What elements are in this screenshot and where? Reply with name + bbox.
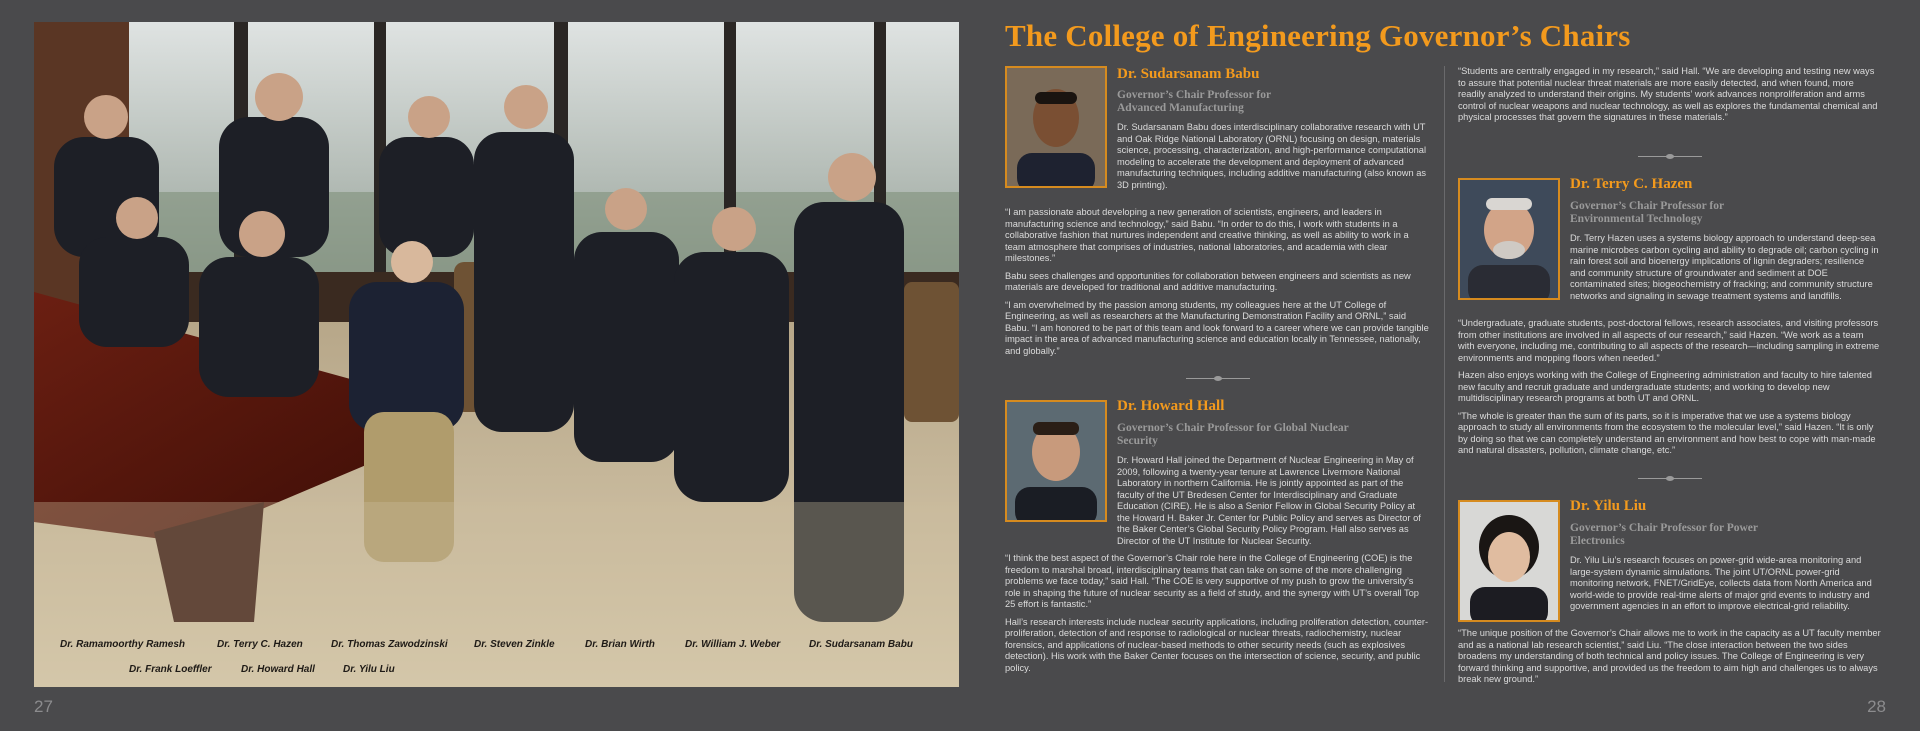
bio-liu-body — [1458, 628, 1882, 692]
page-number-left: 27 — [34, 697, 53, 716]
role-babu: Governor’s Chair Professor for Advanced Manufacturing — [1117, 89, 1271, 114]
bio-hall-body — [1005, 455, 1429, 680]
portrait-liu — [1458, 500, 1560, 622]
caption-zawodzinski: Dr. Thomas Zawodzinski — [331, 639, 448, 650]
role-hazen: Governor’s Chair Professor for Environmental Technology — [1570, 200, 1724, 225]
bio-hall-p2: “I think the best aspect of the Governor’s Chair role here in the College of Engineering (COE) is the freedom to marshal broad, interdisciplinary teams that can take on some of the more challenging problems we face today,” said Hall. “The COE is very supportive of my push to grow the university’s role in shaping the future of nuclear security as a field of study, and the synergy with UT’s overall Top 25 effort is fantastic.” — [1005, 553, 1419, 609]
section-divider-2 — [1638, 152, 1702, 160]
column-divider — [1444, 66, 1445, 682]
bio-hall-p3: Hall’s research interests include nuclear security applications, including proliferation detection, counter-proliferation, detection of and response to radiological or nuclear threats, radiochemistry, nuclear forensics, and applications of nuclear-based methods to other security needs (such as explosives detection). His work with the Baker Center focuses on the intersection of science, security, and public policy. — [1005, 616, 1429, 673]
caption-hall: Dr. Howard Hall — [241, 664, 315, 675]
name-hazen: Dr. Terry C. Hazen — [1570, 176, 1693, 192]
group-photo — [34, 22, 959, 687]
name-liu: Dr. Yilu Liu — [1570, 498, 1647, 514]
caption-wirth: Dr. Brian Wirth — [585, 639, 655, 650]
bio-babu-p4: “I am overwhelmed by the passion among students, my colleagues here at the UT College of Engineering, as well as researchers at the Manufacturing Demonstration Facility and ORNL,” said Babu. “I am honored to be part of this team and look forward to a career where we can provide tangible impact in the area of advanced manufacturing science and education locally in Tennessee, nationally, and globally.” — [1005, 299, 1429, 356]
portrait-babu-image — [1007, 68, 1105, 186]
caption-hazen: Dr. Terry C. Hazen — [217, 639, 303, 650]
bio-hazen-p4: “The whole is greater than the sum of its parts, so it is imperative that we use a systems biology approach to study all environments from the ecosystem to the molecular level,” said Hazen. “It is only by doing so that we can completely understand an environment and how best to cope with man-made and natural disasters, pollution, climate change, etc.” — [1458, 410, 1876, 455]
portrait-babu — [1005, 66, 1107, 188]
portrait-hazen — [1458, 178, 1560, 300]
role-hall: Governor’s Chair Professor for Global Nuclear Security — [1117, 422, 1349, 447]
bio-liu-intro: Dr. Yilu Liu’s research focuses on power-grid wide-area monitoring and large-system dynamic simulations. The joint UT/ORNL power-grid monitoring network, FNET/GridEye, collects data from North America and world-wide to provide real-time alerts of major grid events to industry and government agencies in an effort to improve electrical-grid reliability. — [1570, 555, 1872, 611]
bio-hall-continued — [1458, 66, 1882, 130]
portrait-liu-image — [1460, 502, 1558, 620]
caption-loeffler: Dr. Frank Loeffler — [129, 664, 212, 675]
bio-babu-body — [1005, 207, 1429, 363]
section-divider-3 — [1638, 474, 1702, 482]
page-number-right: 28 — [1867, 697, 1886, 716]
bio-liu-p2: “The unique position of the Governor’s Chair allows me to work in the capacity as a UT faculty member and as a national lab research scientist,” said Liu. “The close interaction between the two sides broadens my understanding of both technical and policy issues. The College of Engineering is very forward thinking and supportive, and provided us the freedom to aim high and challenges us to always break new ground.” — [1458, 628, 1881, 684]
role-liu: Governor’s Chair Professor for Power Electronics — [1570, 522, 1758, 547]
bio-hall-p1: Dr. Howard Hall joined the Department of Nuclear Engineering in May of 2009, following a twenty-year tenure at Lawrence Livermore National Laboratory in northern California. He is jointly appointed as part of the faculty of the UT Bredesen Center for Interdisciplinary and Graduate Education (CIRE). He is also a Senior Fellow in Global Security Policy at the Howard H. Baker Jr. Center for Public Policy and serves as Director of the Baker Center’s Global Security Policy Program. Hall also serves as Director of the UT Institute for Nuclear Security. — [1117, 455, 1421, 546]
caption-babu: Dr. Sudarsanam Babu — [809, 639, 913, 650]
bio-babu-intro: Dr. Sudarsanam Babu does interdisciplinary collaborative research with UT and Oak Ridge National Laboratory (ORNL) focusing on design, materials science, processing, characterization, and high-performance computational modeling to accelerate the development and deployment of advanced manufacturing techniques, including additive manufacturing (also known as 3D printing). — [1117, 122, 1427, 190]
name-babu: Dr. Sudarsanam Babu — [1117, 66, 1260, 82]
group-photo-illustration — [34, 22, 959, 687]
page-title: The College of Engineering Governor’s Chairs — [1005, 18, 1631, 53]
caption-liu: Dr. Yilu Liu — [343, 664, 395, 675]
bio-hazen-p2: “Undergraduate, graduate students, post-doctoral fellows, research associates, and visiting professors from other institutions are involved in all aspects of our research,” said Hazen. “We work as a team with everyone, including me, contributing to all aspects of the research—including sampling in extreme environments and mopping floors when needed.” — [1458, 318, 1880, 363]
portrait-hazen-image — [1460, 180, 1558, 298]
name-hall: Dr. Howard Hall — [1117, 398, 1225, 414]
bio-babu-p3: Babu sees challenges and opportunities for collaboration between engineers and scientists as new materials are developed for traditional and additive manufacturing. — [1005, 270, 1411, 292]
caption-zinkle: Dr. Steven Zinkle — [474, 639, 555, 650]
bio-hazen-body — [1458, 318, 1882, 463]
bio-hall-p4: “Students are centrally engaged in my research,” said Hall. “We are developing and testing new ways to assure that potential nuclear threat materials are more easily detected, and when found, more readily analyzed to understand their origins. My students’ work advances nonproliferation and arms control of nuclear weapons and nuclear technology, as well as explores the fundamental chemical and physical processes that govern the signatures in these materials.” — [1458, 66, 1878, 122]
section-divider — [1186, 374, 1250, 382]
bio-hazen-p3: Hazen also enjoys working with the College of Engineering administration and faculty to hire talented new faculty and recruit graduate and undergraduate students; and working to develop new multidisciplinary research programs at both UT and ORNL. — [1458, 370, 1872, 403]
bio-babu-p2: “I am passionate about developing a new generation of scientists, engineers, and leaders in manufacturing science and technology,” said Babu. “In order to do this, I work with students in a collaborative fashion that nurtures independent and creative thinking, as well as ability to work in a team atmosphere that comprises of industries, national laboratories, and academia with clear milestones.” — [1005, 207, 1409, 263]
caption-ramesh: Dr. Ramamoorthy Ramesh — [60, 639, 186, 650]
bio-hazen-intro: Dr. Terry Hazen uses a systems biology approach to understand deep-sea marine microbes carbon cycling and ability to degrade oil; carbon cycling in rain forest soil and bioenergy implications of lignin degraders; resilience and community structure of groundwater and sediment at DOE contaminated sites; biogeochemistry of fracking; and community structure networks and signaling in sewage treatment systems and landfills. — [1570, 233, 1879, 301]
caption-weber: Dr. William J. Weber — [685, 639, 781, 650]
